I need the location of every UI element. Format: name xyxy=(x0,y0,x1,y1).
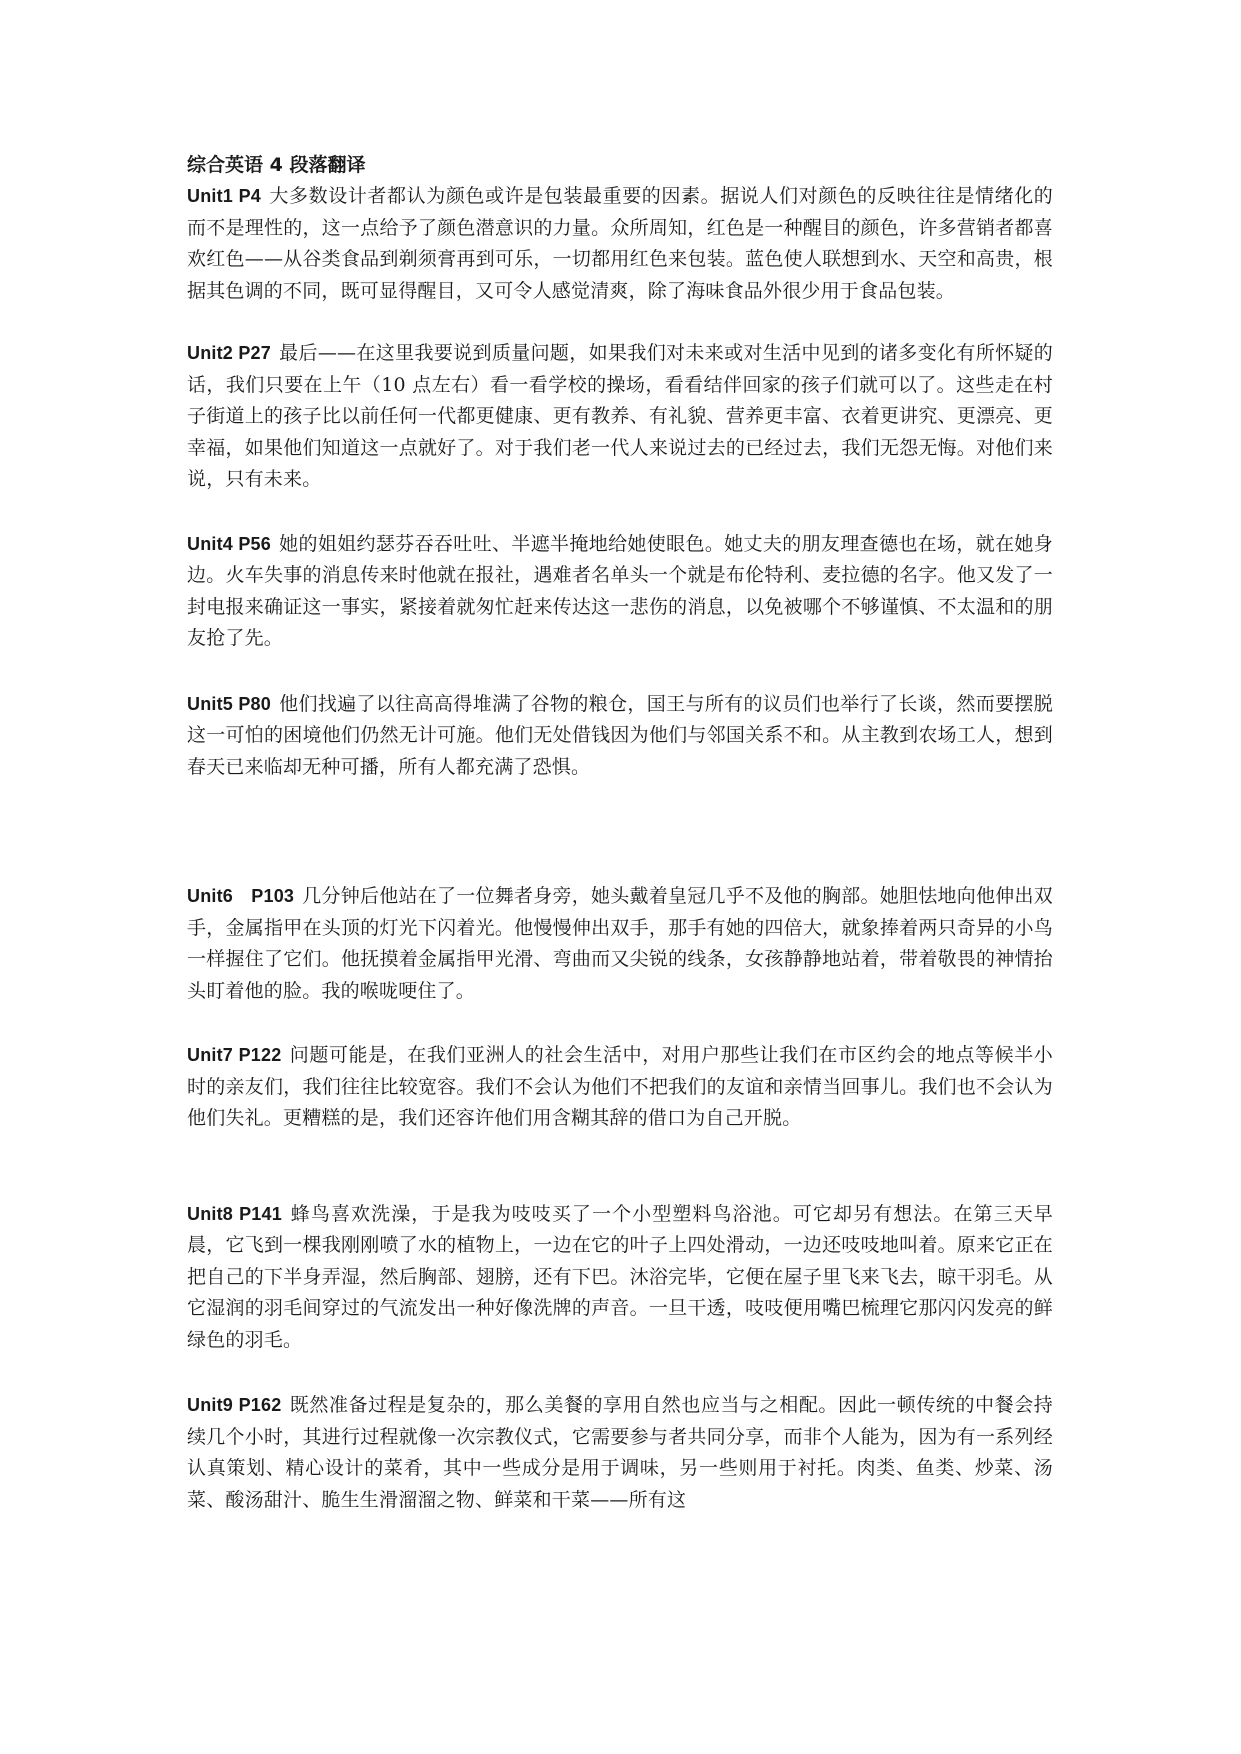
paragraph-text: 问题可能是，在我们亚洲人的社会生活中，对用户那些让我们在市区约会的地点等候半小时的亲友们，我们往往比较宽容。我们不会认为他们不把我们的友谊和亲情当回事儿。我们也不会认为他们失礼。更糟糕的是，我们还容许他们用含糊其辞的借口为自己开脱。 xyxy=(187,1044,1053,1129)
paragraph-unit5 xyxy=(187,689,1053,784)
paragraph-label: Unit8 P141 xyxy=(187,1203,282,1224)
paragraph-label: Unit6 P103 xyxy=(187,886,295,906)
paragraph-unit6 xyxy=(187,881,1053,1007)
paragraph-text: 她的姐姐约瑟芬吞吞吐吐、半遮半掩地给她使眼色。她丈夫的朋友理查德也在场，就在她身边。火车失事的消息传来时他就在报社，遇难者名单头一个就是布伦特利、麦拉德的名字。他又发了一封电报来确证这一事实，紧接着就匆忙赶来传达这一悲伤的消息，以免被哪个不够谨慎、不太温和的朋友抢了先。 xyxy=(187,532,1053,649)
paragraph-unit2 xyxy=(187,338,1053,496)
paragraph-unit7 xyxy=(187,1040,1053,1135)
paragraph-unit4 xyxy=(187,529,1053,655)
paragraph-label: Unit4 P56 xyxy=(187,533,271,554)
paragraph-unit1 xyxy=(187,181,1053,307)
paragraph-unit9 xyxy=(187,1390,1053,1516)
document-page xyxy=(187,150,1053,1516)
paragraph-label: Unit1 P4 xyxy=(187,186,262,206)
paragraph-text: 既然准备过程是复杂的，那么美餐的享用自然也应当与之相配。因此一顿传统的中餐会持续几个小时，其进行过程就像一次宗教仪式，它需要参与者共同分享，而非个人能为，因为有一系列经认真策划、精心设计的菜肴，其中一些成分是用于调味，另一些则用于衬托。肉类、鱼类、炒菜、汤菜、酸汤甜汁、脆生生滑溜溜之物、鲜菜和干菜——所有这 xyxy=(187,1394,1053,1511)
paragraph-text: 他们找遍了以往高高得堆满了谷物的粮仓，国王与所有的议员们也举行了长谈，然而要摆脱这一可怕的困境他们仍然无计可施。他们无处借钱因为他们与邻国关系不和。从主教到农场工人，想到春天已来临却无种可播，所有人都充满了恐惧。 xyxy=(187,692,1053,778)
paragraph-text: 最后——在这里我要说到质量问题，如果我们对未来或对生活中见到的诸多变化有所怀疑的话，我们只要在上午（10 点左右）看一看学校的操场，看看结伴回家的孩子们就可以了。这些走在村子街道上的孩子比以前任何一代都更健康、更有教养、有礼貌、营养更丰富、衣着更讲究、更漂亮、更幸福，如果他们知道这一点就好了。对于我们老一代人来说过去的已经过去，我们无怨无悔。对他们来说，只有未来。 xyxy=(187,342,1053,490)
paragraph-text: 几分钟后他站在了一位舞者身旁，她头戴着皇冠几乎不及他的胸部。她胆怯地向他伸出双手，金属指甲在头顶的灯光下闪着光。他慢慢伸出双手，那手有她的四倍大，就象捧着两只奇异的小鸟一样握住了它们。他抚摸着金属指甲光滑、弯曲而又尖锐的线条，女孩静静地站着，带着敬畏的神情抬头盯着他的脸。我的喉咙哽住了。 xyxy=(187,885,1053,1002)
paragraph-label: Unit9 P162 xyxy=(187,1395,282,1415)
paragraph-text: 大多数设计者都认为颜色或许是包装最重要的因素。据说人们对颜色的反映往往是情绪化的而不是理性的，这一点给予了颜色潜意识的力量。众所周知，红色是一种醒目的颜色，许多营销者都喜欢红色——从谷类食品到剃须膏再到可乐，一切都用红色来包装。蓝色使人联想到水、天空和高贵，根据其色调的不同，既可显得醒目，又可令人感觉清爽，除了海味食品外很少用于食品包装。 xyxy=(187,185,1053,302)
document-title: 综合英语 4 段落翻译 xyxy=(187,154,366,176)
paragraph-label: Unit7 P122 xyxy=(187,1045,282,1065)
paragraph-label: Unit5 P80 xyxy=(187,693,271,714)
paragraph-unit8 xyxy=(187,1199,1053,1357)
paragraph-text: 蜂鸟喜欢洗澡，于是我为吱吱买了一个小型塑料鸟浴池。可它却另有想法。在第三天早晨，它飞到一棵我刚刚喷了水的植物上，一边在它的叶子上四处滑动，一边还吱吱地叫着。原来它正在把自己的下半身弄湿，然后胸部、翅膀，还有下巴。沐浴完毕，它便在屋子里飞来飞去，晾干羽毛。从它湿润的羽毛间穿过的气流发出一种好像洗牌的声音。一旦干透，吱吱便用嘴巴梳理它那闪闪发亮的鲜绿色的羽毛。 xyxy=(187,1202,1053,1351)
paragraph-label: Unit2 P27 xyxy=(187,343,271,363)
